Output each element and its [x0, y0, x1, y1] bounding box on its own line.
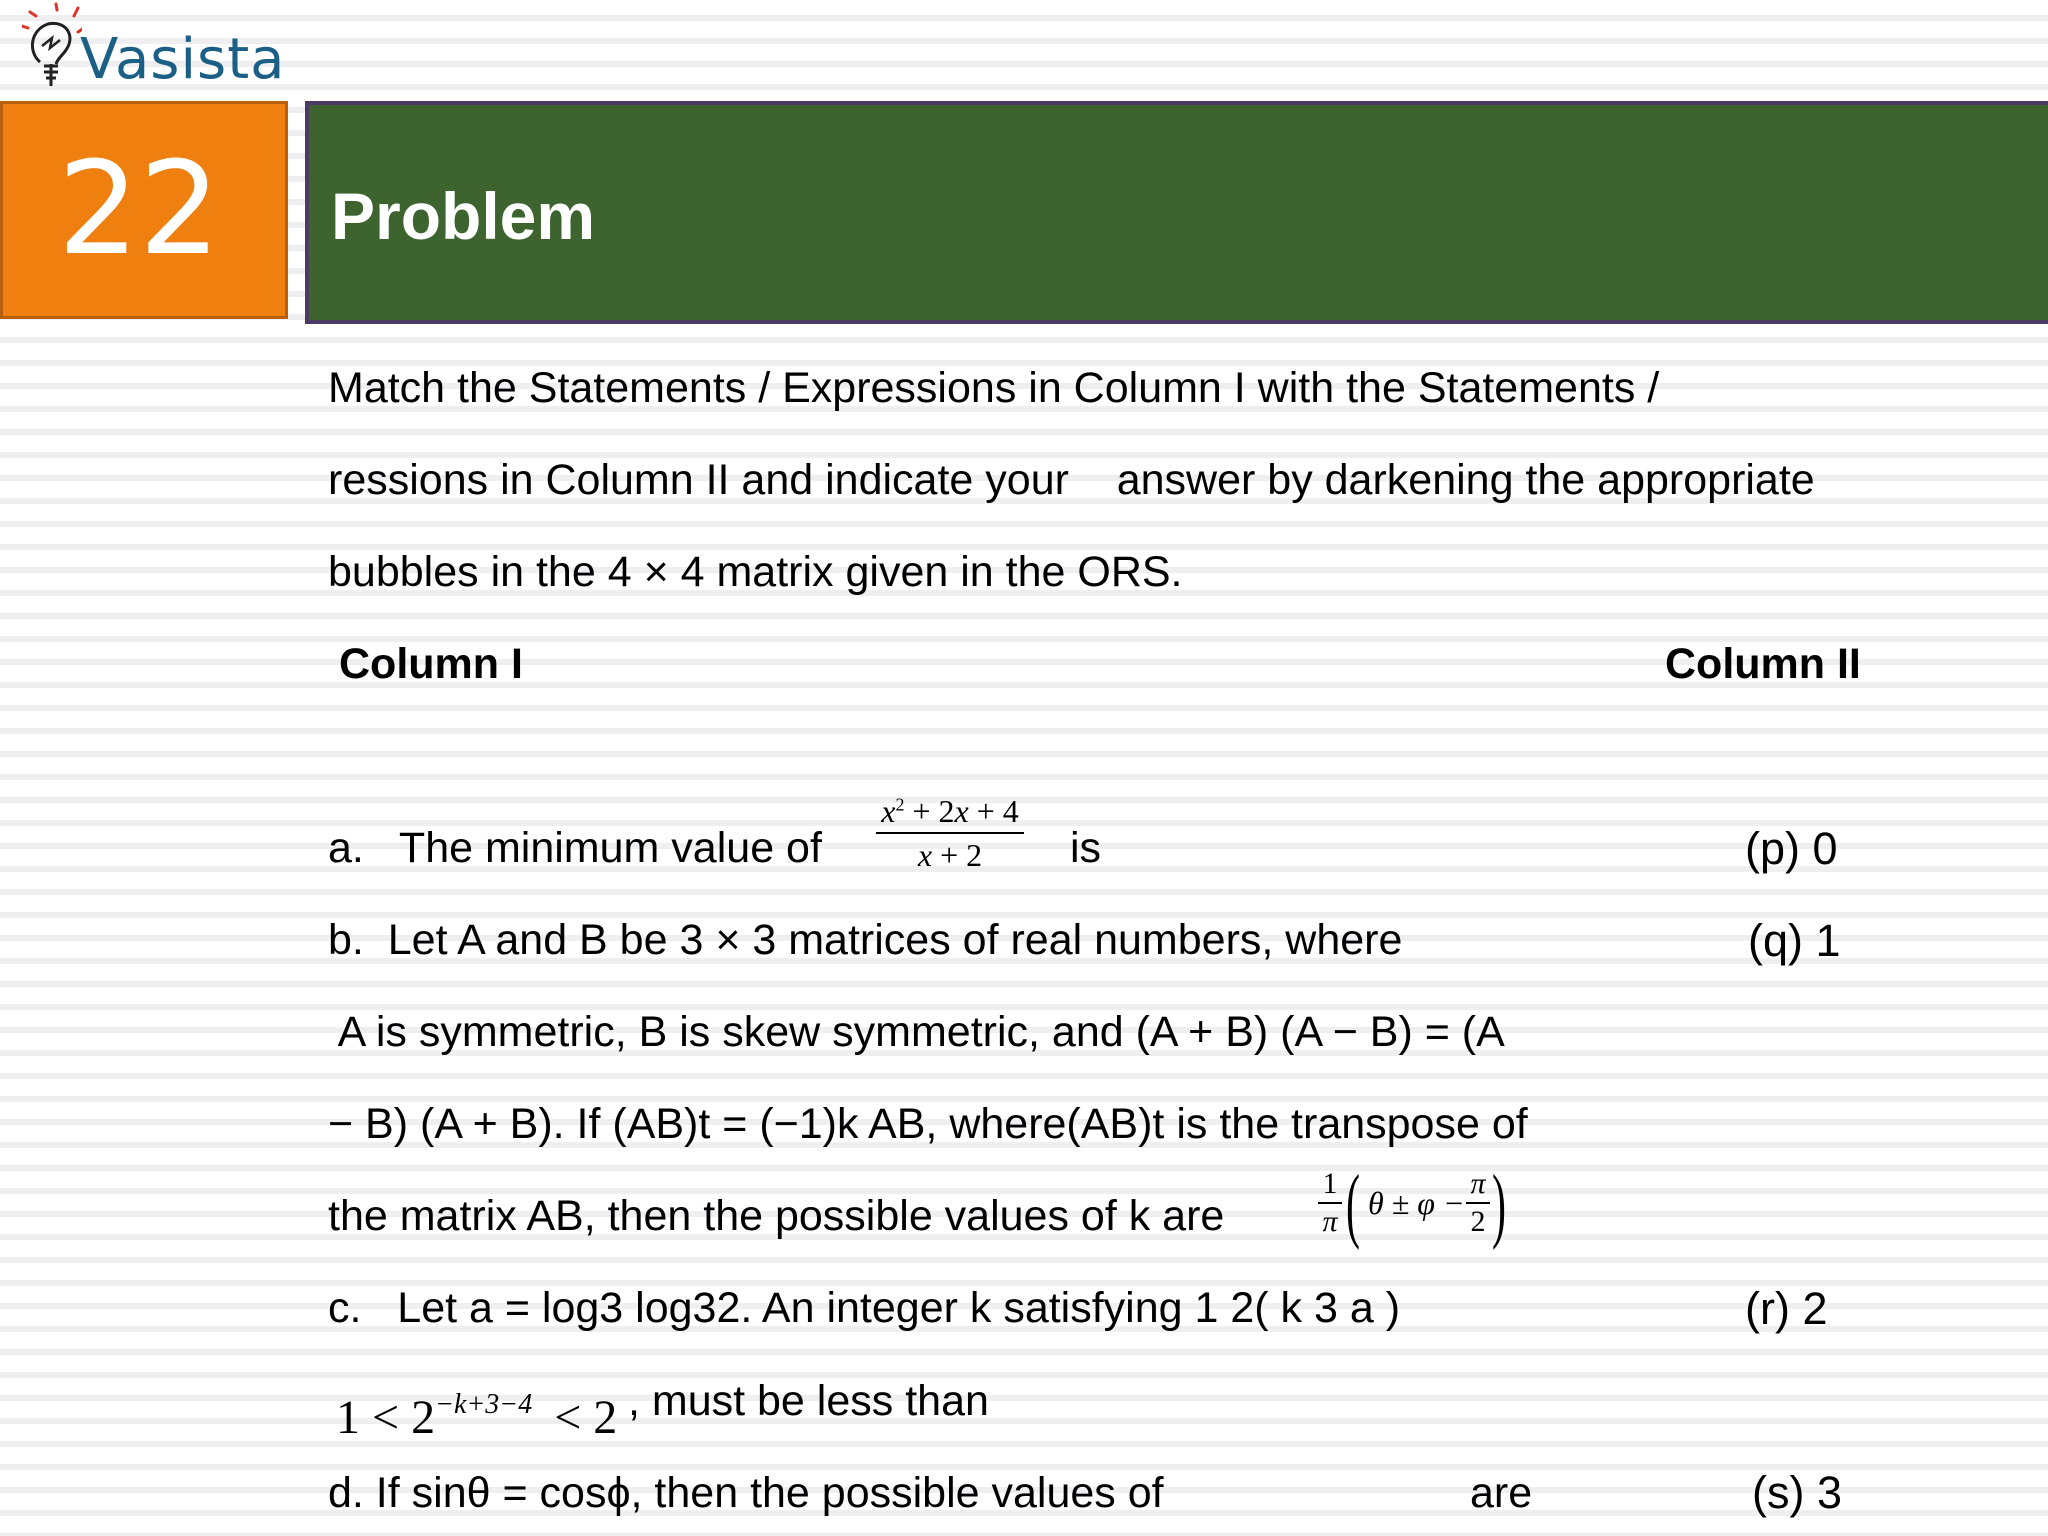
- item-b-expression: [1318, 1158, 1508, 1255]
- option-r: (r) 2: [1745, 1283, 1828, 1334]
- instruction-line-2: ressions in Column II and indicate your answer by darkening the appropriate: [328, 456, 1815, 504]
- page-title: Problem: [331, 178, 596, 253]
- instruction-line-3: bubbles in the 4 × 4 matrix given in the ORS.: [328, 548, 1183, 596]
- item-c-suffix: , must be less than: [628, 1377, 989, 1425]
- left-paren: (: [1346, 1158, 1360, 1251]
- instruction-line-1: Match the Statements / Expressions in Column I with the Statements /: [328, 364, 1660, 412]
- item-b-line-4: the matrix AB, then the possible values of k are: [328, 1192, 1225, 1240]
- lightbulb-icon: [22, 2, 82, 94]
- option-q: (q) 1: [1748, 915, 1841, 966]
- item-a-suffix: is: [1070, 824, 1102, 872]
- title-banner: [305, 101, 2048, 324]
- problem-number: 22: [57, 135, 221, 284]
- option-p: (p) 0: [1745, 823, 1838, 874]
- fraction-bar: [876, 832, 1024, 834]
- vasista-logo: [22, 2, 286, 94]
- expression-inner: θ ± φ −: [1368, 1185, 1465, 1221]
- column-1-header: Column I: [339, 640, 523, 688]
- item-c-inequality: $1 < 2^{-k+3-4} < 2$: [336, 1388, 618, 1444]
- inner-fraction: π 2: [1466, 1169, 1490, 1237]
- coefficient-fraction: 1 π: [1318, 1169, 1342, 1237]
- item-b-line-3: − B) (A + B). If (AB)t = (−1)k AB, where(AB)t is the transpose of: [328, 1100, 1528, 1148]
- item-c-line-1: c. Let a = log3 log32. An integer k satisfying 1 2( k 3 a ): [328, 1284, 1401, 1332]
- item-b-line-1: b. Let A and B be 3 × 3 matrices of real numbers, where: [328, 916, 1403, 964]
- item-a-denominator: x + 2: [917, 837, 983, 873]
- right-paren: ): [1492, 1158, 1506, 1251]
- item-a-prefix: a. The minimum value of: [328, 824, 822, 872]
- option-s: (s) 3: [1752, 1467, 1842, 1518]
- item-a-numerator: $x^2 + 2x + 4$: [881, 793, 1019, 829]
- logo-text: Vasista: [80, 27, 286, 92]
- item-d-tail: are: [1470, 1469, 1533, 1517]
- item-a-fraction: [876, 795, 1024, 871]
- item-d-line-1: d. If sinθ = cosϕ, then the possible values of: [328, 1469, 1164, 1517]
- item-b-line-2: A is symmetric, B is skew symmetric, and (A + B) (A − B) = (A: [328, 1008, 1505, 1056]
- column-2-header: Column II: [1665, 640, 1861, 688]
- problem-number-box: [0, 101, 288, 319]
